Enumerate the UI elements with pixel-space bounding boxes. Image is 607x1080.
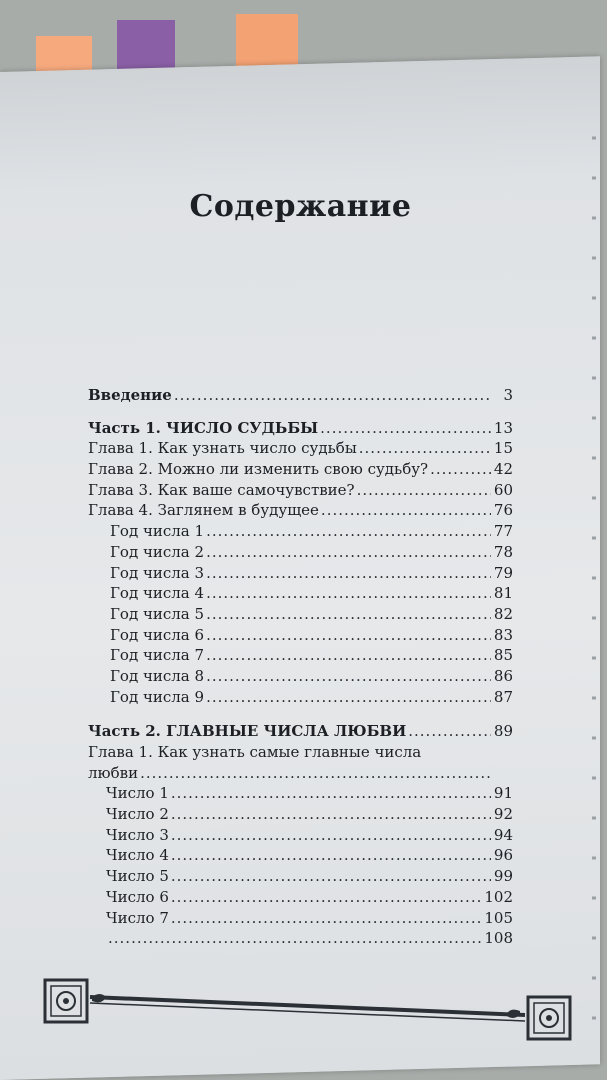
toc-page-number: 105 [484, 908, 513, 927]
toc-label: Год числа 1 [110, 522, 205, 541]
toc-entry-year [88, 521, 513, 542]
toc-entry-number [88, 804, 513, 825]
toc-leader-dots [171, 783, 491, 804]
toc-leader-dots [140, 763, 491, 784]
toc-label: Год числа 9 [110, 687, 205, 706]
toc-leader-dots [320, 418, 491, 439]
toc-entry-year [88, 687, 513, 708]
toc-leader-dots [206, 645, 491, 666]
toc-page-number: 92 [493, 805, 513, 824]
toc-entry-cut-off [88, 928, 513, 949]
toc-page-number: 102 [484, 887, 513, 906]
toc-page-number: 99 [493, 867, 513, 886]
toc-leader-dots [108, 928, 482, 949]
toc-page-number: 78 [493, 542, 513, 561]
toc-label: Часть 1. ЧИСЛО СУДЬБЫ [88, 418, 319, 437]
toc-entry-intro [88, 385, 513, 406]
toc-page-number: 60 [493, 480, 513, 499]
toc-leader-dots [321, 500, 491, 521]
toc-label: Год числа 7 [110, 646, 205, 665]
toc-leader-dots [206, 542, 491, 563]
toc-page-number: 42 [493, 460, 513, 479]
toc-leader-dots [359, 438, 491, 459]
toc-page-number: 96 [493, 846, 513, 865]
page-binding-holes [592, 136, 596, 1036]
toc-page-number: 3 [503, 386, 513, 404]
toc-label: Глава 2. Можно ли изменить свою судьбу? [88, 460, 429, 479]
toc-entry-year [88, 604, 513, 625]
toc-entry-chapter [88, 500, 513, 521]
toc-entry-part1 [88, 418, 513, 439]
toc-leader-dots [206, 604, 491, 625]
toc-leader-dots [206, 687, 491, 708]
toc-entry-number [88, 887, 513, 908]
toc-entry-chapter [88, 459, 513, 480]
toc-leader-dots [171, 908, 482, 929]
toc-page-number: 108 [484, 929, 513, 948]
toc-leader-dots [206, 521, 491, 542]
toc-leader-dots [174, 385, 491, 406]
toc-page-number: 82 [493, 604, 513, 623]
toc-label: Число 7 [106, 908, 169, 927]
toc-label: Глава 1. Как узнать число судьбы [88, 439, 357, 458]
toc-label: Введение [88, 386, 172, 404]
toc-entry-chapter-multiline [88, 742, 513, 783]
toc-leader-dots [171, 825, 491, 846]
toc-entry-number [88, 866, 513, 887]
toc-entry-number [88, 783, 513, 804]
toc-leader-dots [206, 583, 491, 604]
toc-leader-dots [430, 459, 491, 480]
toc-page-number: 83 [493, 625, 513, 644]
toc-leader-dots [171, 845, 491, 866]
toc-entry-year [88, 666, 513, 687]
toc-label: Число 1 [106, 784, 169, 803]
toc-page-number: 87 [493, 687, 513, 706]
toc-leader-dots [171, 866, 491, 887]
toc-page-number: 86 [493, 666, 513, 685]
toc-entry-part2 [88, 721, 513, 742]
toc-leader-dots [357, 480, 491, 501]
toc-entry-number [88, 845, 513, 866]
toc-label: Число 6 [106, 887, 169, 906]
page-title: Содержание [189, 189, 412, 224]
toc-label-line2: любви [88, 763, 139, 782]
toc-label: Год числа 6 [110, 625, 205, 644]
toc-page-number: 89 [493, 722, 513, 741]
toc-entry-year [88, 563, 513, 584]
toc-page-number: 15 [493, 439, 513, 458]
toc-page-number: 81 [493, 584, 513, 603]
toc-leader-dots [171, 887, 482, 908]
toc-page-number: 94 [493, 825, 513, 844]
toc-label: Год числа 8 [110, 666, 205, 685]
toc-label: Число 2 [106, 805, 169, 824]
toc-label: Число 5 [106, 867, 169, 886]
toc-label: Год числа 4 [110, 584, 205, 603]
toc-entry-year [88, 542, 513, 563]
toc-leader-dots [206, 666, 491, 687]
toc-leader-dots [206, 563, 491, 584]
toc-page-number: 76 [493, 501, 513, 520]
toc-entry-number [88, 908, 513, 929]
table-of-contents [88, 185, 513, 949]
toc-entry-chapter [88, 480, 513, 501]
toc-label: Год числа 2 [110, 542, 205, 561]
toc-label: Часть 2. ГЛАВНЫЕ ЧИСЛА ЛЮБВИ [88, 722, 407, 741]
toc-entry-number [88, 825, 513, 846]
toc-leader-dots [206, 625, 491, 646]
toc-leader-dots [408, 721, 491, 742]
toc-leader-dots [171, 804, 491, 825]
toc-page-number: 77 [493, 522, 513, 541]
toc-label-line2-row [88, 763, 513, 784]
toc-label: Число 3 [106, 825, 169, 844]
toc-entry-year [88, 625, 513, 646]
ornament-left-square-icon [45, 980, 87, 1022]
decorative-ornament-border [40, 975, 575, 1045]
toc-label: Год числа 3 [110, 563, 205, 582]
toc-page-number: 13 [493, 418, 513, 437]
toc-entry-year [88, 583, 513, 604]
toc-label: Глава 3. Как ваше самочувствие? [88, 480, 355, 499]
toc-label-line1: Глава 1. Как узнать самые главные числа [88, 743, 422, 761]
toc-entry-year [88, 645, 513, 666]
ornament-right-square-icon [528, 997, 570, 1039]
toc-label: Год числа 5 [110, 604, 205, 623]
toc-label: Глава 4. Заглянем в будущее [88, 501, 319, 520]
toc-page-number: 79 [493, 563, 513, 582]
toc-page-number: 85 [493, 646, 513, 665]
toc-entry-chapter [88, 438, 513, 459]
toc-label: Число 4 [106, 846, 169, 865]
toc-page-number: 91 [493, 784, 513, 803]
